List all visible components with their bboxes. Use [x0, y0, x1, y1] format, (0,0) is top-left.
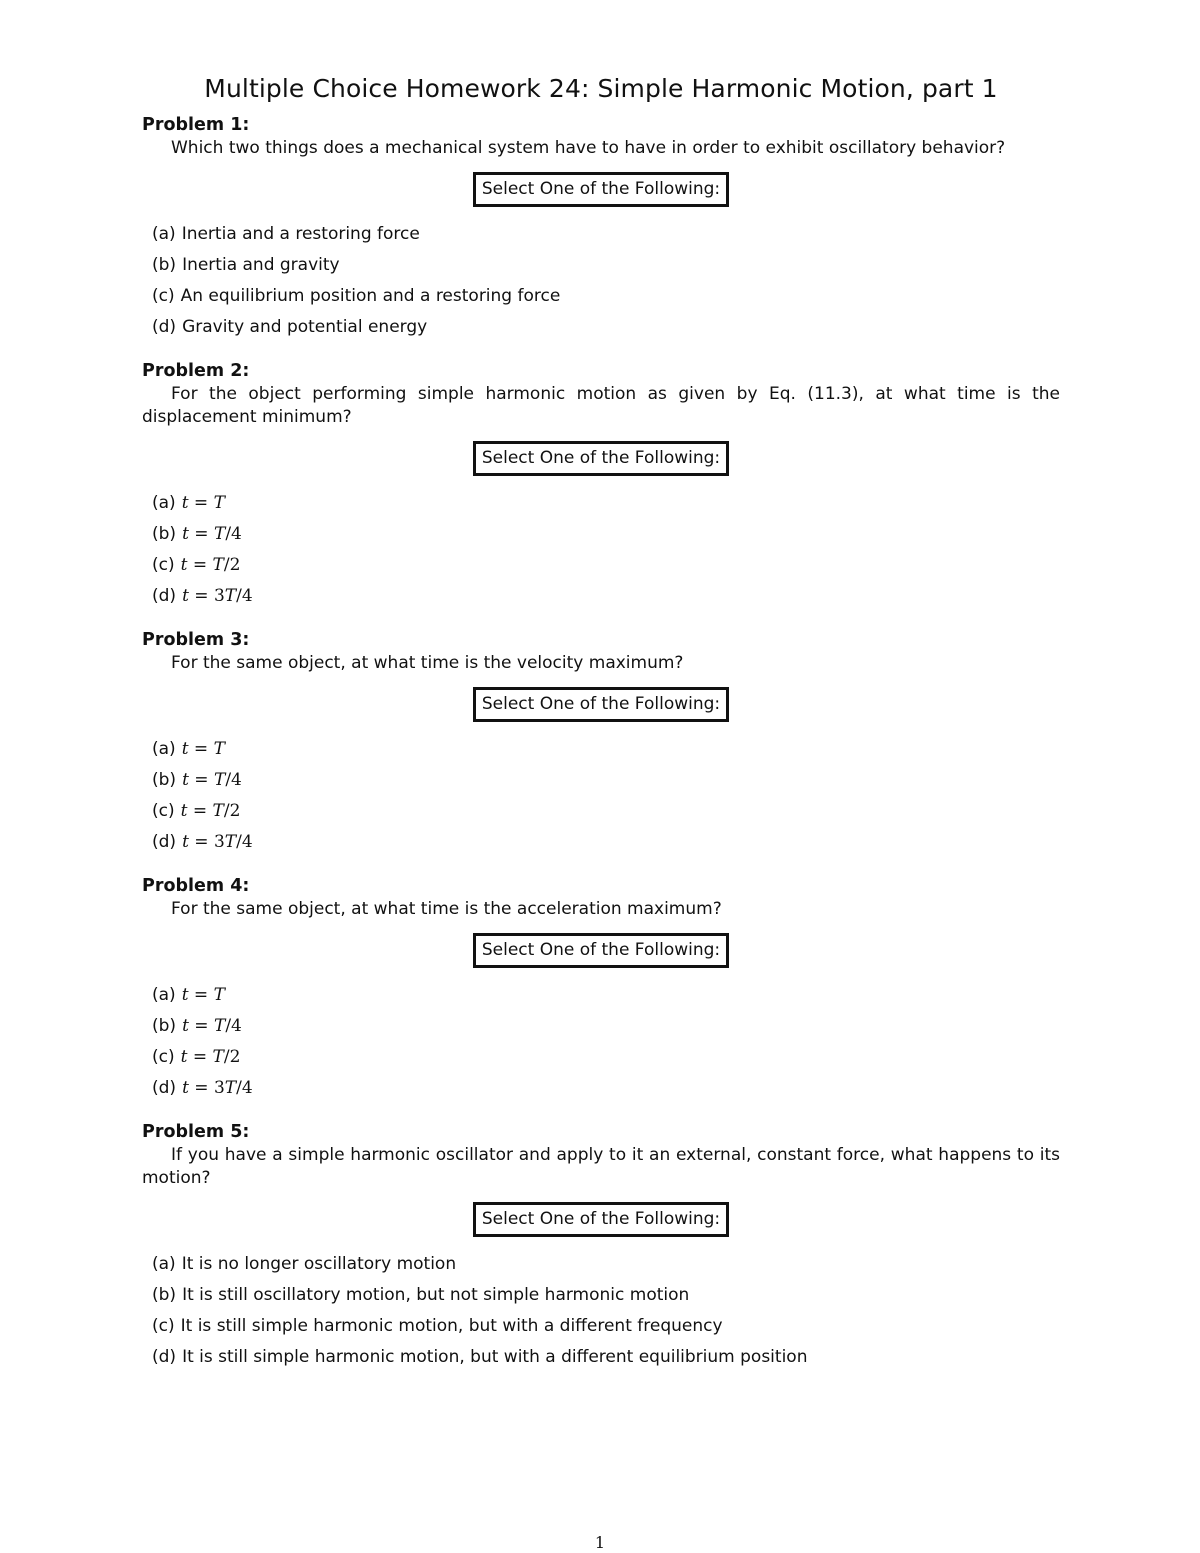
math-equals: = — [187, 555, 213, 575]
choice-math — [182, 493, 225, 513]
math-divisor: /2 — [223, 555, 241, 575]
problem-2 — [142, 359, 1060, 612]
select-one-prompt[interactable]: Select One of the Following: — [473, 933, 729, 968]
math-equals: = — [188, 586, 214, 606]
math-period: T — [212, 801, 224, 821]
choice-math — [182, 739, 225, 759]
problem-1 — [142, 113, 1060, 343]
choice-list — [142, 734, 1060, 858]
choice-math — [182, 770, 242, 790]
choice-c[interactable] — [152, 550, 1060, 581]
math-period: T — [224, 1078, 237, 1098]
page-title: Multiple Choice Homework 24: Simple Harmonic Motion, part 1 — [204, 74, 998, 103]
choice-letter: (d) — [152, 832, 177, 852]
problem-heading: Problem 4: — [142, 876, 250, 896]
choice-c[interactable] — [152, 796, 1060, 827]
choice-math — [181, 555, 241, 575]
choice-text: It is still oscillatory motion, but not simple harmonic motion — [182, 1285, 690, 1305]
choice-c[interactable] — [152, 281, 1060, 312]
choice-d[interactable] — [152, 1342, 1060, 1373]
choice-text: Inertia and a restoring force — [181, 224, 420, 244]
choice-d[interactable] — [152, 581, 1060, 612]
problem-heading: Problem 2: — [142, 361, 250, 381]
choice-math — [181, 801, 241, 821]
choice-letter: (c) — [152, 1047, 175, 1067]
math-variable: t — [182, 1016, 189, 1036]
math-divisor: /4 — [236, 586, 253, 606]
math-period: T — [213, 524, 226, 544]
choice-letter: (a) — [152, 739, 176, 759]
choice-list — [142, 1249, 1060, 1373]
choice-b[interactable] — [152, 1280, 1060, 1311]
problem-question: If you have a simple harmonic oscillator and apply to it an external, constant force, what happens to its motion? — [142, 1145, 1060, 1188]
math-period: T — [224, 832, 237, 852]
choice-letter: (d) — [152, 1078, 177, 1098]
choice-letter: (a) — [152, 985, 176, 1005]
math-coefficient: 3 — [213, 586, 225, 606]
document-page — [142, 74, 1060, 1373]
choice-d[interactable] — [152, 827, 1060, 858]
problem-question: For the object performing simple harmonic motion as given by Eq. (11.3), at what time is the displacement minimum? — [142, 384, 1060, 427]
choice-letter: (b) — [152, 1285, 177, 1305]
math-divisor: /4 — [225, 770, 242, 790]
problem-question: For the same object, at what time is the velocity maximum? — [171, 653, 684, 673]
math-variable: t — [182, 832, 189, 852]
math-variable: t — [182, 1078, 189, 1098]
choice-math — [182, 524, 242, 544]
choice-a[interactable] — [152, 980, 1060, 1011]
choice-d[interactable] — [152, 1073, 1060, 1104]
math-variable: t — [180, 555, 188, 575]
choice-letter: (a) — [152, 1254, 176, 1274]
problem-4 — [142, 874, 1060, 1104]
math-period: T — [212, 1047, 224, 1067]
math-variable: t — [181, 493, 189, 513]
choice-b[interactable] — [152, 250, 1060, 281]
choice-letter: (b) — [152, 770, 177, 790]
choice-text: It is still simple harmonic motion, but with a different equilibrium position — [182, 1347, 808, 1367]
problem-5 — [142, 1120, 1060, 1373]
choice-math — [182, 1016, 242, 1036]
choice-a[interactable] — [152, 734, 1060, 765]
choice-letter: (c) — [152, 555, 175, 575]
math-equals: = — [188, 832, 214, 852]
math-divisor: /2 — [223, 1047, 241, 1067]
choice-math — [182, 985, 225, 1005]
math-coefficient: 3 — [213, 832, 225, 852]
choice-a[interactable] — [152, 488, 1060, 519]
math-variable: t — [181, 739, 189, 759]
math-divisor: /2 — [223, 801, 241, 821]
choice-math — [181, 1047, 241, 1067]
choice-text: It is still simple harmonic motion, but with a different frequency — [180, 1316, 723, 1336]
choice-letter: (b) — [152, 255, 177, 275]
math-period: T — [224, 586, 237, 606]
math-period: T — [213, 1016, 226, 1036]
math-period: T — [213, 770, 226, 790]
choice-letter: (c) — [152, 801, 175, 821]
math-variable: t — [182, 586, 189, 606]
choice-letter: (b) — [152, 524, 177, 544]
choice-letter: (d) — [152, 586, 177, 606]
math-equals: = — [187, 1047, 213, 1067]
problem-question: Which two things does a mechanical system have to have in order to exhibit oscillatory behavior? — [171, 138, 1006, 158]
math-equals: = — [188, 739, 214, 759]
choice-list — [142, 219, 1060, 343]
choice-letter: (a) — [152, 493, 176, 513]
choice-letter: (d) — [152, 1347, 177, 1367]
math-variable: t — [182, 770, 189, 790]
choice-c[interactable] — [152, 1311, 1060, 1342]
choice-text: Gravity and potential energy — [182, 317, 428, 337]
choice-text: An equilibrium position and a restoring force — [180, 286, 561, 306]
math-equals: = — [187, 801, 213, 821]
page-number: 1 — [594, 1533, 606, 1552]
choice-letter: (c) — [152, 1316, 175, 1336]
choice-letter: (c) — [152, 286, 175, 306]
choice-a[interactable] — [152, 219, 1060, 250]
math-variable: t — [182, 524, 189, 544]
math-equals: = — [188, 1016, 214, 1036]
choice-math — [182, 1078, 253, 1098]
choice-b[interactable] — [152, 1011, 1060, 1042]
choice-letter: (d) — [152, 317, 177, 337]
select-one-prompt[interactable]: Select One of the Following: — [473, 441, 729, 476]
choice-math — [182, 586, 253, 606]
choice-b[interactable] — [152, 765, 1060, 796]
math-equals: = — [188, 1078, 214, 1098]
math-period: T — [212, 555, 224, 575]
choice-c[interactable] — [152, 1042, 1060, 1073]
math-period: T — [213, 739, 225, 759]
math-divisor: /4 — [225, 524, 242, 544]
select-one-prompt[interactable]: Select One of the Following: — [473, 172, 729, 207]
choice-list — [142, 488, 1060, 612]
math-coefficient: 3 — [213, 1078, 225, 1098]
math-variable: t — [181, 985, 189, 1005]
math-variable: t — [180, 801, 188, 821]
choice-text: Inertia and gravity — [182, 255, 340, 275]
choice-a[interactable] — [152, 1249, 1060, 1280]
math-variable: t — [180, 1047, 188, 1067]
choice-text: It is no longer oscillatory motion — [181, 1254, 457, 1274]
math-period: T — [213, 985, 225, 1005]
choice-b[interactable] — [152, 519, 1060, 550]
math-equals: = — [188, 493, 214, 513]
math-equals: = — [188, 524, 214, 544]
math-period: T — [213, 493, 225, 513]
choice-letter: (a) — [152, 224, 176, 244]
problem-heading: Problem 1: — [142, 115, 250, 135]
math-divisor: /4 — [236, 832, 253, 852]
problem-question: For the same object, at what time is the acceleration maximum? — [171, 899, 722, 919]
math-divisor: /4 — [225, 1016, 242, 1036]
math-divisor: /4 — [236, 1078, 253, 1098]
problem-heading: Problem 5: — [142, 1122, 250, 1142]
choice-letter: (b) — [152, 1016, 177, 1036]
select-one-prompt[interactable]: Select One of the Following: — [473, 687, 729, 722]
problem-3 — [142, 628, 1060, 858]
choice-d[interactable] — [152, 312, 1060, 343]
math-equals: = — [188, 985, 214, 1005]
choice-math — [182, 832, 253, 852]
math-equals: = — [188, 770, 214, 790]
problem-heading: Problem 3: — [142, 630, 250, 650]
choice-list — [142, 980, 1060, 1104]
select-one-prompt[interactable]: Select One of the Following: — [473, 1202, 729, 1237]
